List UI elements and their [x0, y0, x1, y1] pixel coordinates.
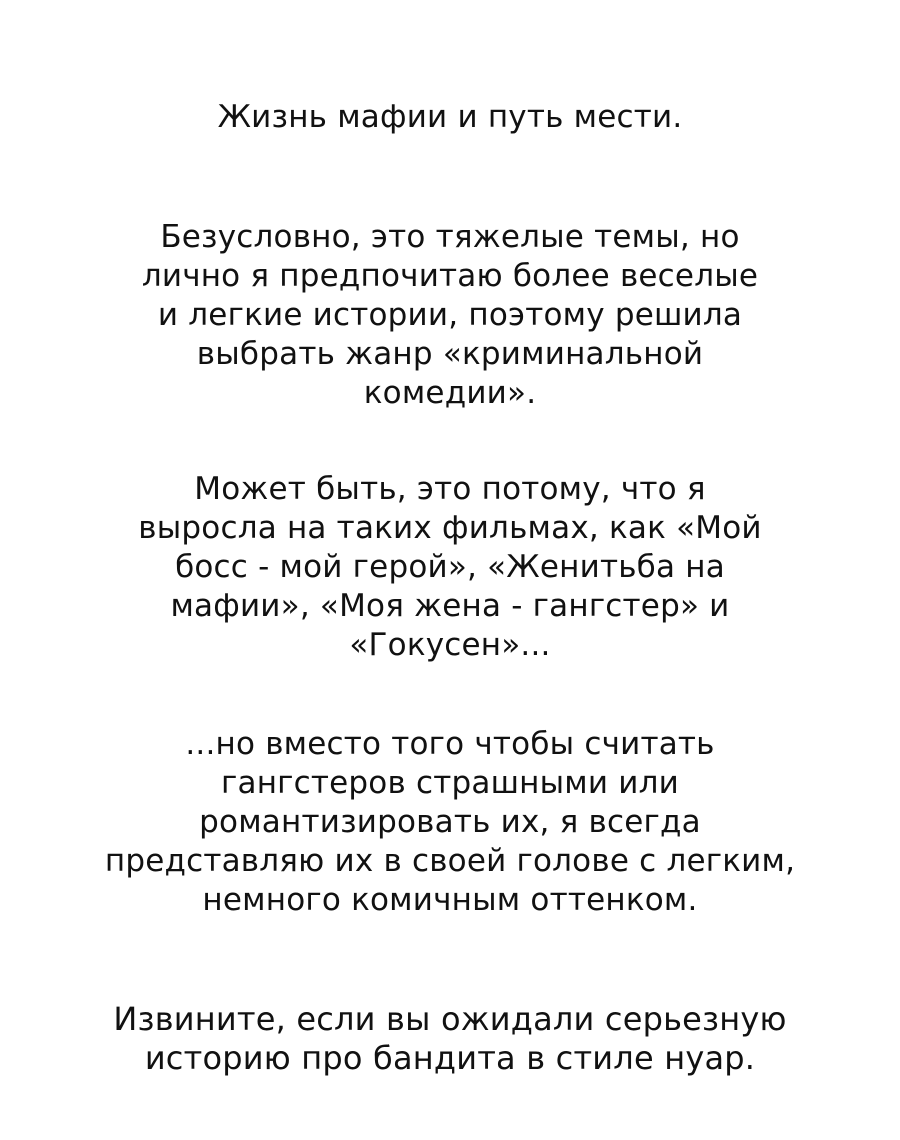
paragraph-title — [0, 98, 900, 137]
paragraph-apology — [0, 1000, 900, 1078]
text-line: «Гокусен»... — [349, 627, 551, 663]
text-line: Извините, если вы ожидали серьезную — [113, 1000, 787, 1038]
text-line: босс - мой герой», «Женитьба на — [175, 549, 725, 585]
text-line: выбрать жанр «криминальной — [196, 336, 704, 372]
text-line: лично я предпочитаю более веселые — [141, 258, 759, 294]
text-line: историю про бандита в стиле нуар. — [144, 1039, 756, 1077]
text-line: мафии», «Моя жена - гангстер» и — [170, 588, 730, 624]
text-line: Безусловно, это тяжелые темы, но — [160, 219, 740, 255]
text-line: немного комичным оттенком. — [202, 882, 698, 918]
text-line: Жизнь мафии и путь мести. — [217, 99, 683, 135]
text-line: выросла на таких фильмах, как «Мой — [138, 510, 762, 546]
paragraph-films — [0, 470, 900, 665]
text-line: ...но вместо того чтобы считать — [185, 726, 715, 762]
paragraph-genre — [0, 218, 900, 413]
text-line: комедии». — [363, 375, 537, 411]
text-line: гангстеров страшными или — [221, 765, 679, 801]
text-line: и легкие истории, поэтому решила — [157, 297, 743, 333]
text-line: Может быть, это потому, что я — [194, 471, 706, 507]
text-line: романтизировать их, я всегда — [199, 804, 701, 840]
text-line: представляю их в своей голове с легким, — [104, 843, 796, 879]
paragraph-gangsters — [0, 725, 900, 920]
